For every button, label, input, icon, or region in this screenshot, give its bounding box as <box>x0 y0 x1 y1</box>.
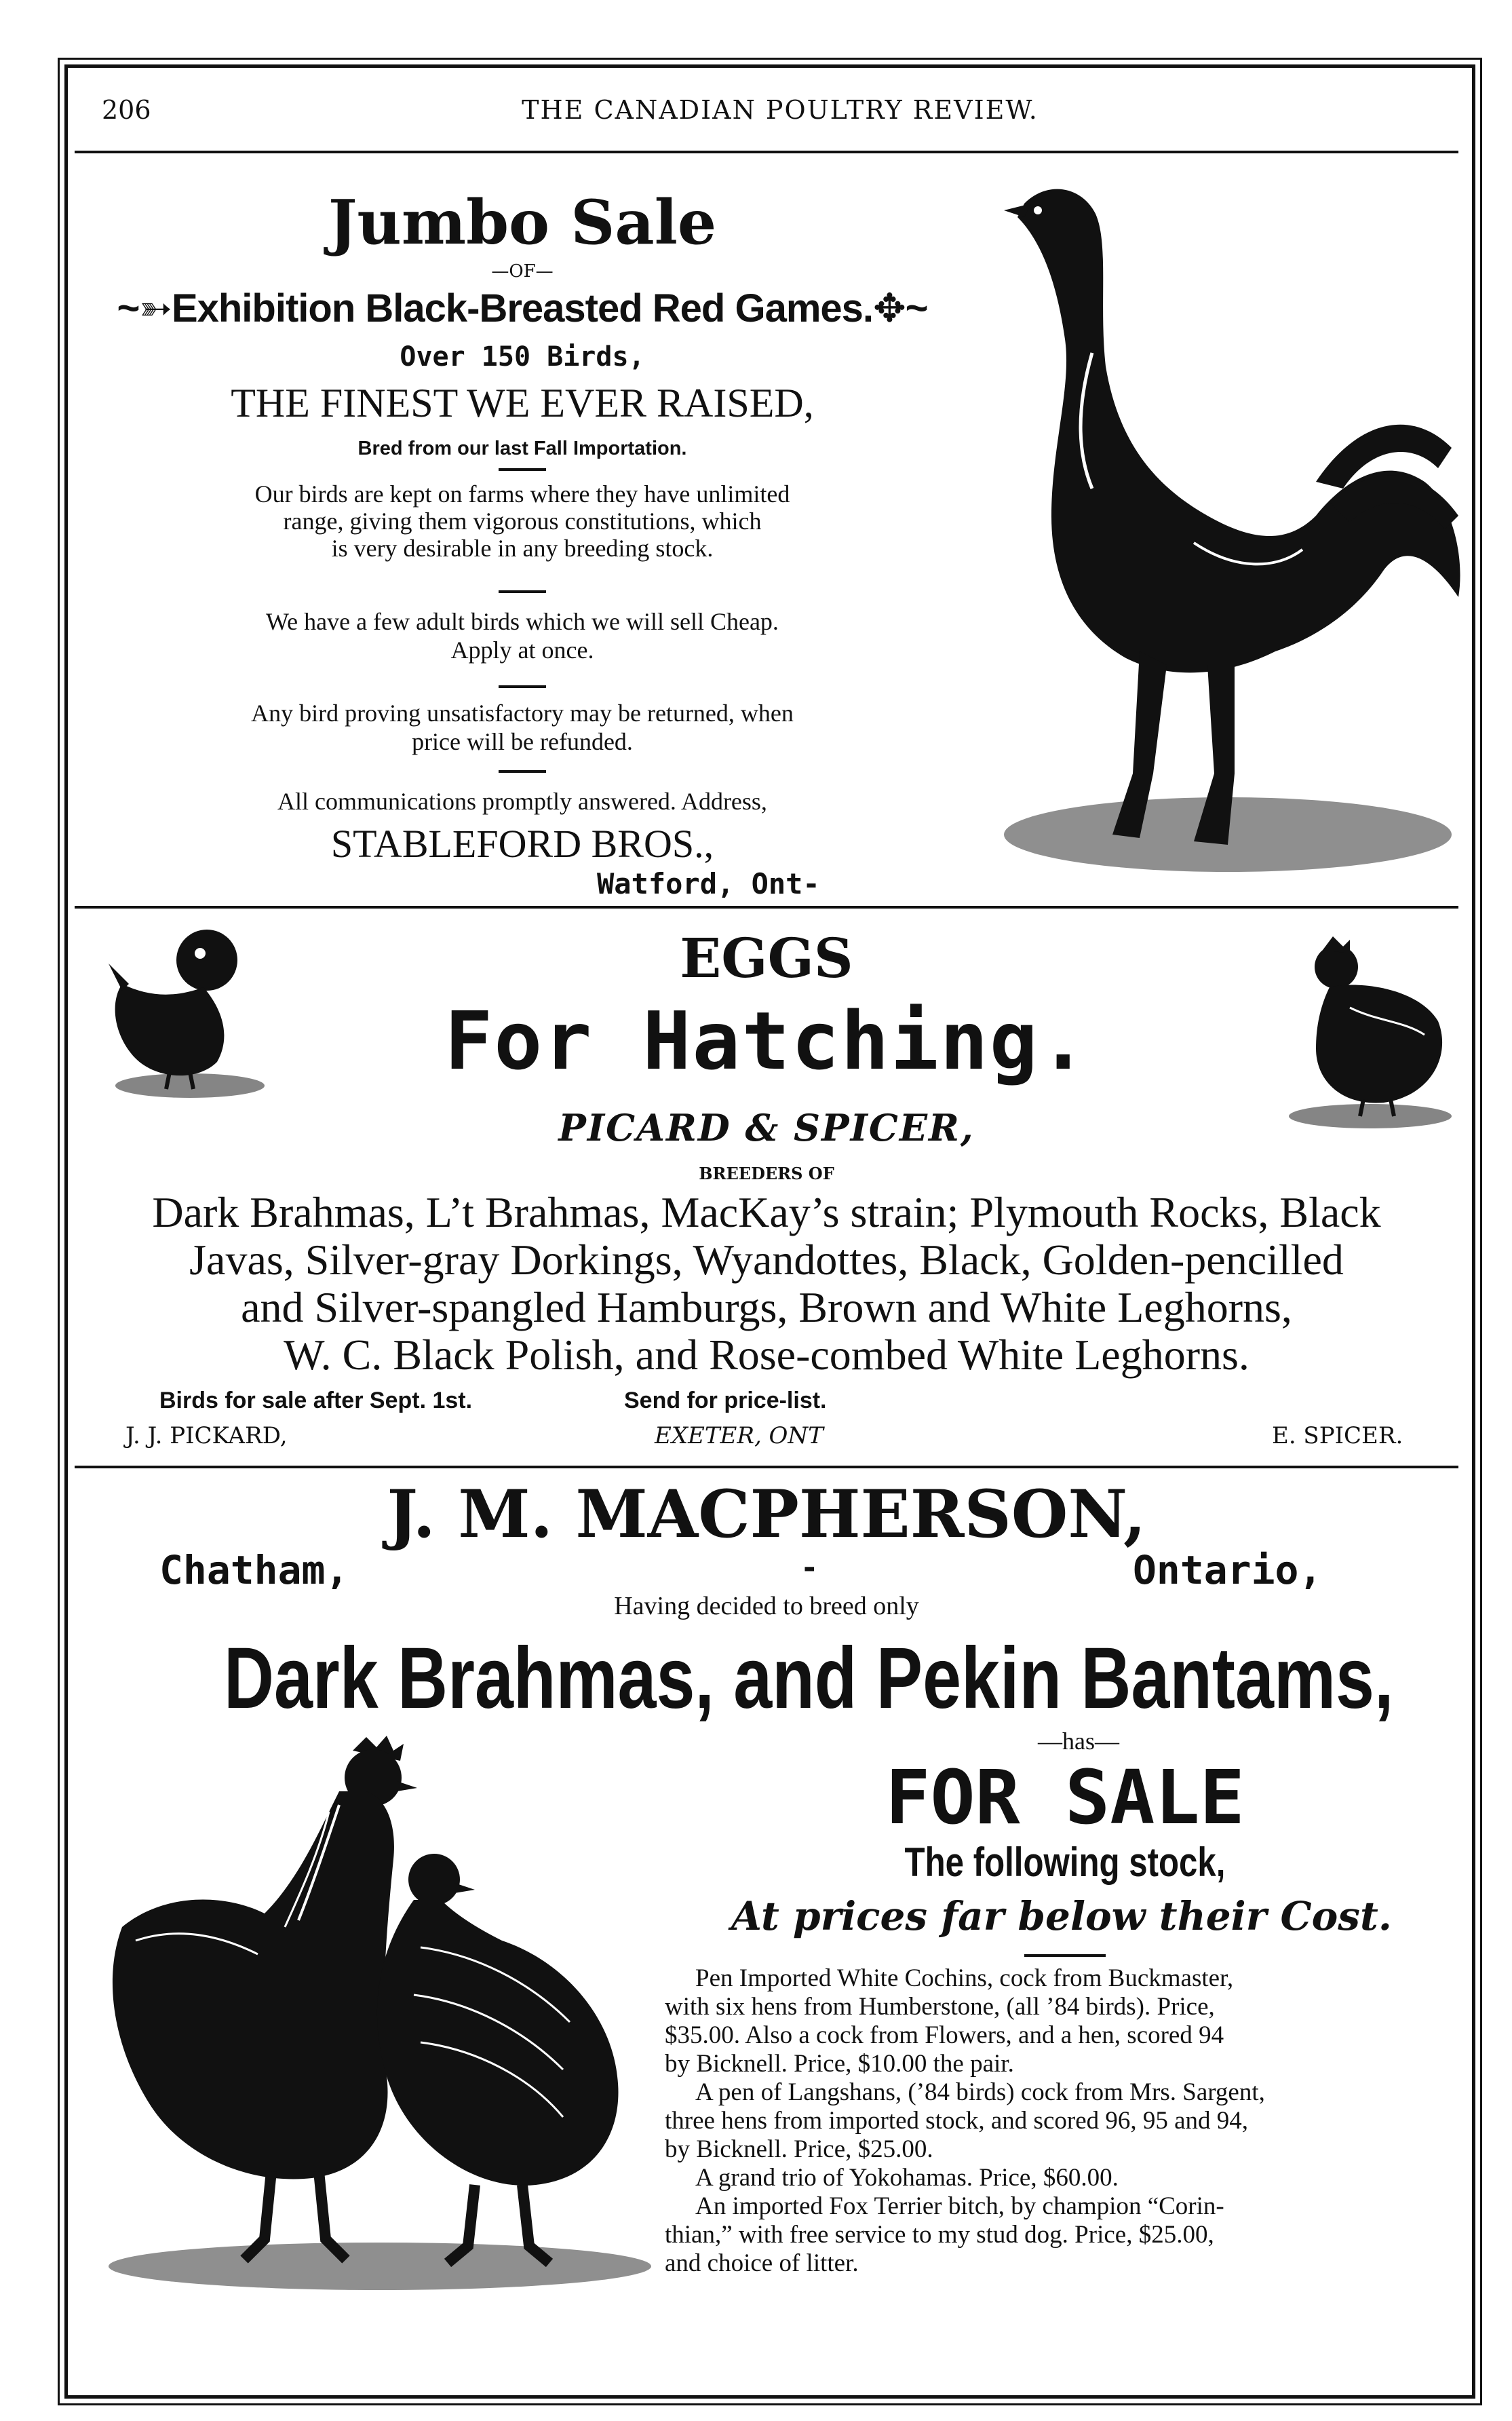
ad3-province: Ontario, <box>1133 1547 1323 1593</box>
separator <box>499 685 546 688</box>
ad3-dash: - <box>800 1550 819 1585</box>
text-line: We have a few adult birds which we will sell Cheap. <box>266 608 779 635</box>
ad3-has: —has— <box>1038 1728 1119 1755</box>
ad3-item1 <box>665 1964 1465 2078</box>
ad2-firm: PICARD & SPICER, <box>558 1106 975 1149</box>
journal-title: THE CANADIAN POULTRY REVIEW. <box>522 95 1039 125</box>
ad2-left-name: J. J. PICKARD, <box>125 1422 288 1449</box>
separator <box>499 770 546 773</box>
ad1-para1 <box>95 480 950 562</box>
ad3-name: J. M. MACPHERSON, <box>387 1476 1146 1552</box>
text-line: Javas, Silver-gray Dorkings, Wyandottes, Black, Golden-pencilled <box>189 1236 1344 1284</box>
ad3-item2 <box>665 2078 1465 2107</box>
text-line: Pen Imported White Cochins, cock from Buckmaster, <box>695 1964 1234 1992</box>
text-line: is very desirable in any breeding stock. <box>331 535 714 562</box>
page-number: 206 <box>102 95 151 125</box>
ad1-para3 <box>95 699 950 756</box>
ad2-price-list: Send for price-list. <box>624 1388 827 1413</box>
polish-hen-illustration <box>102 923 271 1099</box>
ad3-item3: A grand trio of Yokohamas. Price, $60.00. <box>695 2164 1119 2192</box>
ad3-prices: At prices far below their Cost. <box>731 1893 1392 1939</box>
text-line: range, giving them vigorous constitutions, which <box>283 508 762 535</box>
ad1-subtitle <box>95 285 950 331</box>
separator <box>1024 1954 1106 1957</box>
ornament-right-icon: ✥~ <box>873 286 928 330</box>
header-rule <box>75 151 1458 153</box>
text-line: W. C. Black Polish, and Rose-combed White Leghorns. <box>284 1331 1249 1379</box>
section-rule-1 <box>75 906 1458 909</box>
ornament-left-icon: ~➳ <box>117 286 172 330</box>
ad1-finest: THE FINEST WE EVER RAISED, <box>231 381 814 425</box>
ad3-decided: Having decided to breed only <box>614 1592 919 1620</box>
ad3-item4-cont <box>665 2221 1465 2278</box>
brahma-pair-illustration <box>95 1723 665 2293</box>
ad3-item2-cont <box>665 2107 1465 2164</box>
ad1-bred: Bred from our last Fall Importation. <box>357 438 687 459</box>
hen-illustration-right <box>1282 926 1458 1130</box>
ad1-para2 <box>95 607 950 664</box>
text-line: A pen of Langshans, (’84 birds) cock from Mrs. Sargent, <box>695 2078 1265 2106</box>
text-line: $35.00. Also a cock from Flowers, and a hen, scored 94 <box>665 2021 1224 2049</box>
gamecock-illustration <box>936 163 1479 889</box>
ad2-breeders: BREEDERS OF <box>699 1164 834 1183</box>
text-line: by Bicknell. Price, $10.00 the pair. <box>665 2050 1014 2078</box>
text-line: with six hens from Humberstone, (all ’84 birds). Price, <box>665 1993 1215 2021</box>
ad3-following: The following stock, <box>904 1839 1226 1885</box>
ad3-city: Chatham, <box>159 1547 349 1593</box>
ad1-name: STABLEFORD BROS., <box>330 822 714 866</box>
text-line: Dark Brahmas, L’t Brahmas, MacKay’s strain; Plymouth Rocks, Black <box>152 1188 1381 1236</box>
text-line: Apply at once. <box>450 636 594 664</box>
ad2-eggs: EGGS <box>680 926 853 990</box>
text-line: thian,” with free service to my stud dog. Price, $25.00, <box>665 2221 1214 2249</box>
ad2-right-name: E. SPICER. <box>1272 1422 1403 1449</box>
text-line: Any bird proving unsatisfactory may be returned, when <box>251 700 794 727</box>
text-line: price will be refunded. <box>412 728 633 755</box>
ad3-breeds: Dark Brahmas, and Pekin Bantams, <box>224 1630 1394 1727</box>
separator <box>499 590 546 593</box>
ad2-center-place: EXETER, ONT <box>655 1422 823 1449</box>
ad1-count: Over 150 Birds, <box>400 341 645 373</box>
ad2-breed-list <box>88 1189 1445 1379</box>
text-line: Our birds are kept on farms where they have unlimited <box>254 480 790 508</box>
ad1-subtitle-text: Exhibition Black-Breasted Red Games. <box>171 286 874 330</box>
text-line: three hens from imported stock, and scored 96, 95 and 94, <box>665 2107 1249 2135</box>
ad1-title: Jumbo Sale <box>328 187 717 259</box>
section-rule-2 <box>75 1466 1458 1468</box>
separator <box>499 468 546 471</box>
ad3-items <box>665 1964 1465 2278</box>
ad3-for-sale: FOR SALE <box>885 1754 1245 1841</box>
text-line: by Bicknell. Price, $25.00. <box>665 2135 933 2163</box>
ad3-item4 <box>665 2192 1465 2221</box>
ad2-hatching: For Hatching. <box>444 994 1089 1088</box>
ad1-place: Watford, Ont- <box>597 867 820 900</box>
text-line: and Silver-spangled Hamburgs, Brown and White Leghorns, <box>241 1283 1292 1331</box>
ad1-of: —OF— <box>491 261 554 282</box>
text-line: An imported Fox Terrier bitch, by champion “Corin- <box>695 2192 1224 2220</box>
ad1-para4: All communications promptly answered. Address, <box>277 788 767 815</box>
text-line: and choice of litter. <box>665 2249 859 2277</box>
ad2-sale-note: Birds for sale after Sept. 1st. <box>159 1388 473 1413</box>
